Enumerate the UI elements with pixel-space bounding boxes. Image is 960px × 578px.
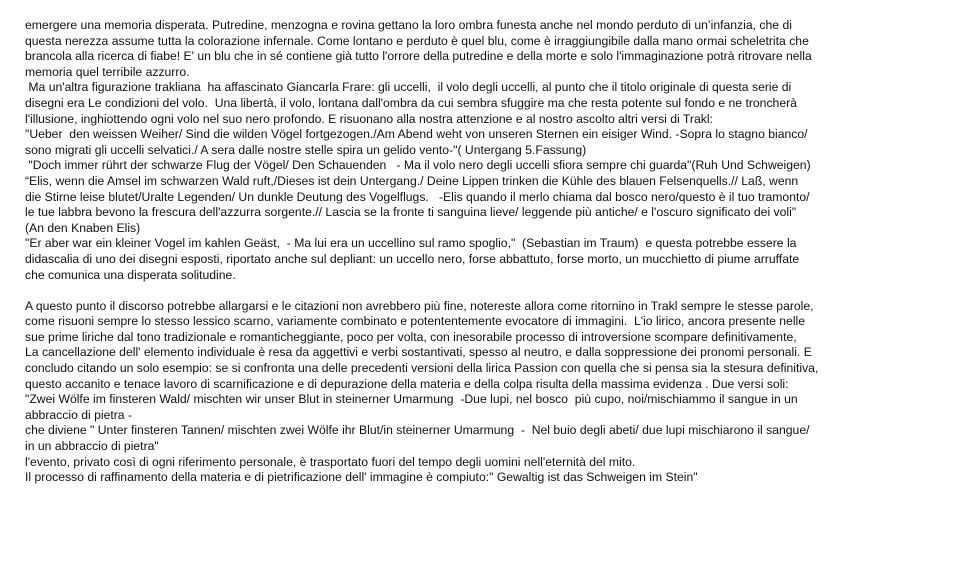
text-line: sue prime liriche dal tono tradizionale e romanticheggiante, poco per volta, con inesorabile processo di introversione scompare definitivamente,	[25, 329, 797, 344]
paragraph-spacer	[25, 283, 940, 299]
text-line: (An den Knaben Elis)	[25, 220, 141, 235]
text-line: "Ueber den weissen Weiher/ Sind die wilden Vögel fortgezogen./Am Abend weht von unseren Sternen ein eisiger Wind. -Sopra lo stagno bianco/	[25, 127, 808, 142]
document-body	[25, 18, 940, 486]
text-line: Ma un'altra figurazione trakliana ha affascinato Giancarla Frare: gli uccelli, il volo degli uccelli, al punto che il titolo originale di questa serie di	[25, 80, 792, 95]
text-line: questa nerezza assume tutta la colorazione infernale. Come lontano e perduto è quel blu, come è irraggiungibile dalla mano ormai scheletrita che	[25, 33, 809, 48]
text-line: questo accanito e tenace lavoro di scarnificazione e di depurazione della materia e della colpa risulta della massima evidenza . Due versi soli:	[25, 376, 789, 391]
text-line: l'evento, privato così di ogni riferimento personale, è trasportato fuori del tempo degli uomini nell'eternità del mito.	[25, 454, 636, 469]
text-line: "Zwei Wölfe im finsteren Wald/ mischten wir unser Blut in steinerner Umarmung -Due lupi, nel bosco più cupo, noi/mischiammo il sangue in un	[25, 392, 798, 407]
text-line: die Stirne leise blutet/Uralte Legenden/ Un dunkle Deutung des Vogelflugs. -Elis quando il merlo chiama dal bosco nero/questo è il tuo tramonto/	[25, 189, 810, 204]
text-line: "Er aber war ein kleiner Vogel im kahlen Geäst, - Ma lui era un uccellino sul ramo spoglio," (Sebastian im Traum) e questa potrebbe essere la	[25, 236, 797, 251]
text-line: memoria quel terribile azzurro.	[25, 64, 190, 79]
text-line: come risuoni sempre lo stesso lessico scarno, variamente combinato e potententemente evocatore di immagini. L'io lirico, ancora presente nelle	[25, 314, 806, 329]
text-line: le tue labbra bevono la frescura dell'azzurra sorgente.// Lascia se la fronte ti sanguina lieve/ leggende più antiche/ e l'oscuro significato dei voli"	[25, 205, 797, 220]
text-line: che diviene " Unter finsteren Tannen/ mischten zwei Wölfe ihr Blut/in steinerner Umarmung - Nel buio degli abeti/ due lupi mischiarono il sangue/	[25, 423, 810, 438]
text-line: abbraccio di pietra -	[25, 407, 133, 422]
text-line: emergere una memoria disperata. Putredine, menzogna e rovina gettano la loro ombra funesta anche nel mondo perduto di un’infanzia, che di	[25, 18, 792, 32]
text-line: La cancellazione dell' elemento individuale è resa da aggettivi e verbi sostantivati, spesso al neutro, e dalla soppressione dei pronomi personali. E	[25, 345, 812, 360]
text-line: "Doch immer rührt der schwarze Flug der Vögel/ Den Schauenden - Ma il volo nero degli uccelli sfiora sempre chi guarda"(Ruh Und Schweigen)	[25, 158, 811, 173]
text-line: l'illusione, inghiottendo ogni volo nel suo nero profondo. E risuonano alla nostra attenzione e al nostro ascolto altri versi di Trakl:	[25, 111, 713, 126]
text-line: in un abbraccio di pietra"	[25, 439, 159, 454]
text-line: disegni era Le condizioni del volo. Una libertà, il volo, lontana dall'ombra da cui sembra sfuggire ma che resta potente sul fondo e ne troncherà	[25, 95, 797, 110]
text-line: Il processo di raffinamento della materia e di pietrificazione dell' immagine è compiuto:" Gewaltig ist das Schweigen im Stein"	[25, 470, 698, 485]
text-line: che comunica una disperata solitudine.	[25, 267, 236, 282]
text-line: didascalia di uno dei disegni esposti, riportato anche sul depliant: un uccello nero, forse abbattuto, forse morto, un mucchietto di piume arruffate	[25, 251, 800, 266]
text-line: sono migrati gli uccelli selvatici./ A sera dalle nostre stelle spira un gelido vento-"( Untergang 5.Fassung)	[25, 142, 587, 157]
text-line: “Elis, wenn die Amsel im schwarzen Wald ruft,/Dieses ist dein Untergang./ Deine Lippen trinken die Kühle des blauen Felsenquells.// Laß, wenn	[25, 173, 799, 188]
text-line: brancola alla ricerca di fiabe! E' un blu che in sé contiene già tutto l'orrore della putredine e della morte e solo l'immaginazione potrà ritrovare nella	[25, 49, 812, 64]
text-line: concludo citando un solo esempio: se si confronta una delle precedenti versioni della lirica Passion con quella che si pensa sia la stesura definitiva,	[25, 361, 819, 376]
text-line: A questo punto il discorso potrebbe allargarsi e le citazioni non avrebbero più fine, notereste allora come ritornino in Trakl sempre le stesse parole,	[25, 298, 814, 313]
